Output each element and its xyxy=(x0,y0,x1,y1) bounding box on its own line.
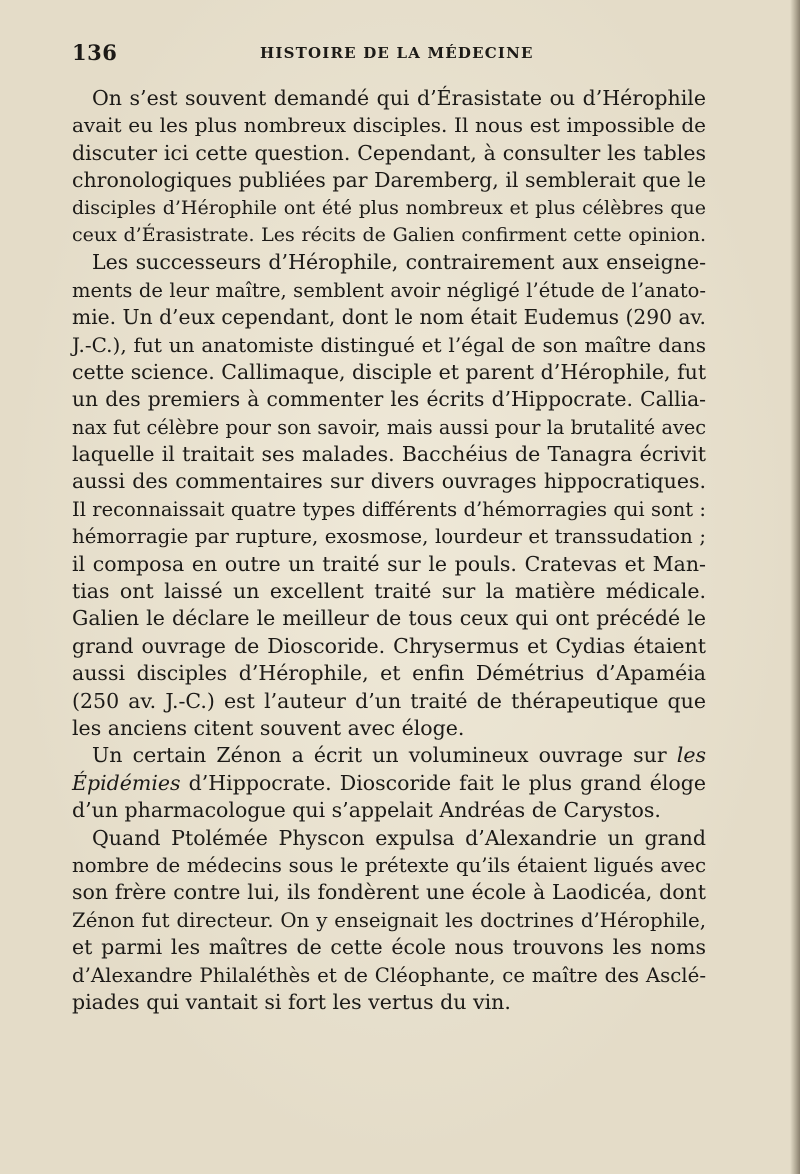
text-line: laquelle il traitait ses malades. Bacchéius de Tanagra écrivit xyxy=(72,442,706,467)
text-line: hémorragie par rupture, exosmose, lourdeur et transsudation ; xyxy=(72,525,706,549)
text-line: les anciens citent souvent avec éloge. xyxy=(72,715,465,740)
text-line: chronologiques publiées par Daremberg, il semblerait que le xyxy=(72,168,706,193)
running-head: HISTOIRE DE LA MÉDECINE xyxy=(260,44,534,62)
text-fragment: Un certain Zénon a écrit un volumineux ouvrage sur xyxy=(92,743,667,768)
text-line: disciples d’Hérophile ont été plus nombreux et plus célèbres que xyxy=(72,196,706,219)
text-line: ceux d’Érasistrate. Les récits de Galien confirment cette opinion. xyxy=(72,223,706,246)
text-line: nax fut célèbre pour son savoir, mais aussi pour la brutalité avec xyxy=(72,415,706,439)
text-line: avait eu les plus nombreux disciples. Il nous est impossible de xyxy=(72,113,706,138)
text-line: d’un pharmacologue qui s’appelait Andréas de Carystos. xyxy=(72,798,661,823)
text-line: mie. Un d’eux cependant, dont le nom était Eudemus (290 av. xyxy=(72,305,706,330)
text-line: nombre de médecins sous le prétexte qu’ils étaient ligués avec xyxy=(72,853,706,877)
text-line: ments de leur maître, semblent avoir négligé l’étude de l’anato- xyxy=(72,278,706,302)
text-line: grand ouvrage de Dioscoride. Chrysermus et Cydias étaient xyxy=(72,633,706,658)
text-line: il composa en outre un traité sur le pouls. Cratevas et Man- xyxy=(72,551,706,576)
text-line: son frère contre lui, ils fondèrent une école à Laodicéa, dont xyxy=(72,880,706,905)
text-line: Il reconnaissait quatre types différents d’hémorragies qui sont : xyxy=(72,497,706,521)
text-line: piades qui vantait si fort les vertus du vin. xyxy=(72,989,511,1014)
text-fragment: d’Hippocrate. Dioscoride fait le plus grand éloge xyxy=(180,770,706,795)
text-line xyxy=(72,742,706,769)
italic-fragment: Épidémies xyxy=(72,770,181,795)
text-line xyxy=(72,770,706,797)
text-line: Zénon fut directeur. On y enseignait les doctrines d’Hérophile, xyxy=(72,908,706,932)
text-line: J.-C.), fut un anatomiste distingué et l’égal de son maître dans xyxy=(72,332,706,357)
text-line: (250 av. J.-C.) est l’auteur d’un traité de thérapeutique que xyxy=(72,688,706,713)
body-text xyxy=(72,85,706,1016)
page-edge-shadow xyxy=(790,0,800,1174)
page-number: 136 xyxy=(72,40,118,65)
text-line: tias ont laissé un excellent traité sur la matière médicale. xyxy=(72,579,706,604)
text-line: d’Alexandre Philaléthès et de Cléophante, ce maître des Asclé- xyxy=(72,963,706,987)
text-line: et parmi les maîtres de cette école nous trouvons les noms xyxy=(72,935,706,960)
text-line: Galien le déclare le meilleur de tous ceux qui ont précédé le xyxy=(72,606,706,631)
text-line: Les successeurs d’Hérophile, contrairement aux enseigne- xyxy=(92,250,706,275)
text-line: aussi disciples d’Hérophile, et enfin Démétrius d’Apaméia xyxy=(72,661,706,686)
text-line: discuter ici cette question. Cependant, à consulter les tables xyxy=(72,140,706,165)
text-line: On s’est souvent demandé qui d’Érasistate ou d’Hérophile xyxy=(92,86,706,110)
text-line: cette science. Callimaque, disciple et parent d’Hérophile, fut xyxy=(72,359,707,384)
text-line: un des premiers à commenter les écrits d’Hippocrate. Callia- xyxy=(72,387,706,412)
page-header xyxy=(72,40,722,70)
text-line: Quand Ptolémée Physcon expulsa d’Alexandrie un grand xyxy=(92,825,706,850)
italic-fragment: les xyxy=(676,743,706,768)
text-line: aussi des commentaires sur divers ouvrages hippocratiques. xyxy=(72,469,706,494)
